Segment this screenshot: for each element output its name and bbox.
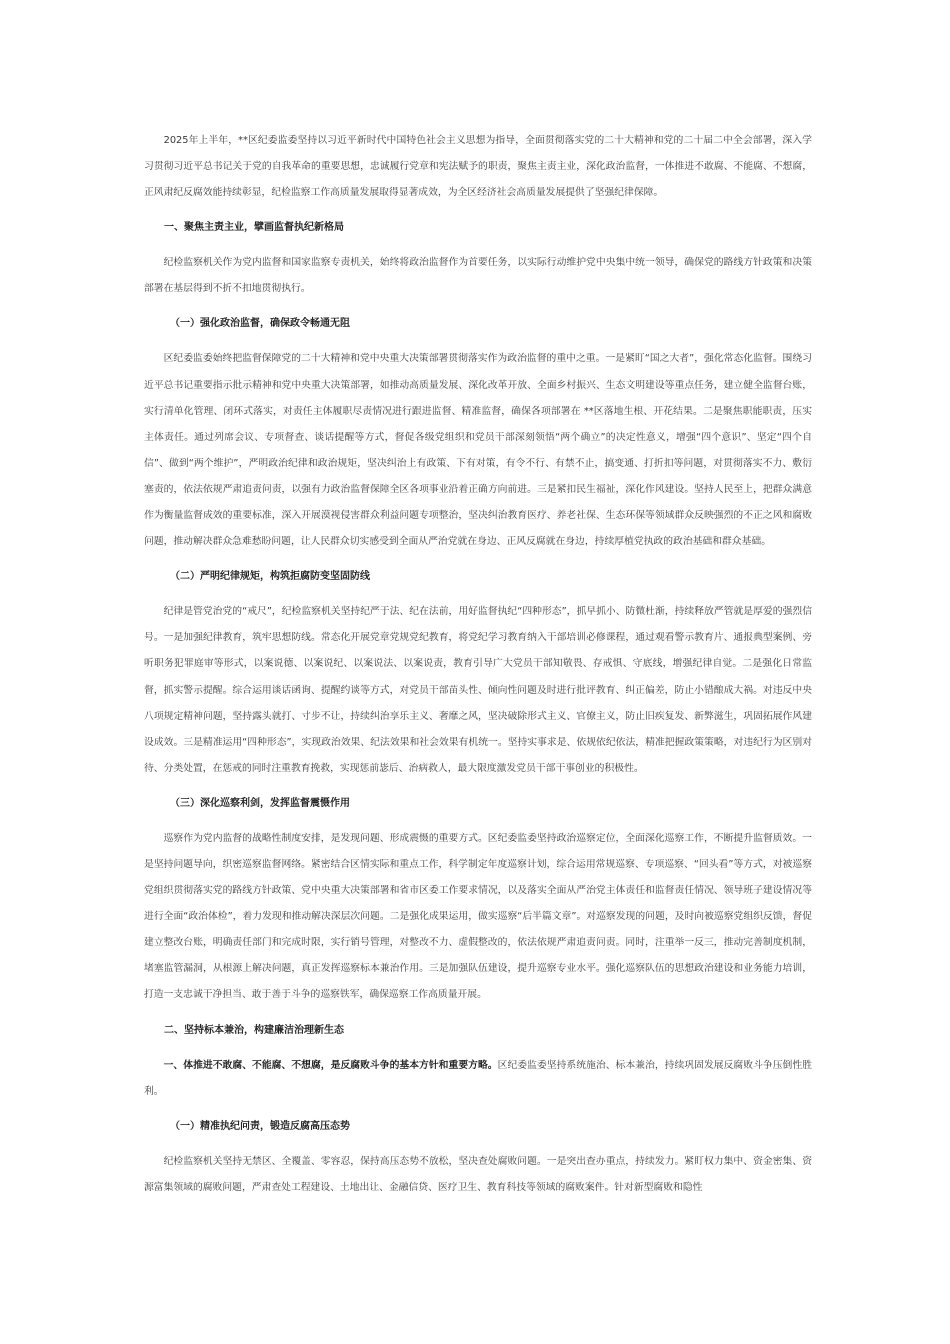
subsection-2-1-paragraph: 纪检监察机关坚持无禁区、全覆盖、零容忍，保持高压态势不放松，坚决查处腐败问题。一是突出查办重点，持续发力。紧盯权力集中、资金密集、资源富集领域的腐败问题，严肃查处工程建设、土地出让、金融信贷、医疗卫生、教育科技等领域的腐败案件。针对新型腐败和隐性 — [144, 1155, 812, 1193]
subsection-heading-1-3: （三）深化巡察利剑，发挥监督震慑作用 — [170, 797, 350, 809]
section-2-lead-sentence: 一、体推进不敢腐、不能腐、不想腐，是反腐败斗争的基本方针和重要方略。 — [163, 1059, 498, 1071]
section-2-intro-paragraph — [144, 1053, 812, 1105]
subsection-1-1-paragraph: 区纪委监委始终把监督保障党的二十大精神和党中央重大决策部署贯彻落实作为政治监督的重中之重。一是紧盯“国之大者”，强化常态化监督。围绕习近平总书记重要指示批示精神和党中央重大决策部署，如推动高质量发展、深化改革开放、全面乡村振兴、生态文明建设等重点任务，建立健全监督台账，实行清单化管理、闭环式落实，对责任主体履职尽责情况进行跟进监督、精准监督，确保各项部署在 **区落地生根、开花结果。二是聚焦职能职责，压实主体责任。通过列席会议、专项督查、谈话提醒等方式，督促各级党组织和党员干部深刻领悟“两个确立”的决定性意义，增强“四个意识”、坚定“四个自信”、做到“两个维护”，严明政治纪律和政治规矩，坚决纠治上有政策、下有对策，有令不行、有禁不止，搞变通、打折扣等问题，对贯彻落实不力、敷衍塞责的，依法依规严肃追责问责，以强有力政治监督保障全区各项事业沿着正确方向前进。三是紧扣民生福祉，深化作风建设。坚持人民至上，把群众满意作为衡量监督成效的重要标准，深入开展漠视侵害群众利益问题专项整治，坚决纠治教育医疗、养老社保、生态环保等领域群众反映强烈的不正之风和腐败问题，推动解决群众急难愁盼问题，让人民群众切实感受到全面从严治党就在身边、正风反腐就在身边，持续厚植党执政的政治基础和群众基础。 — [144, 353, 812, 548]
subsection-1-3-paragraph: 巡察作为党内监督的战略性制度安排，是发现问题、形成震慑的重要方式。区纪委监委坚持政治巡察定位，全面深化巡察工作，不断提升监督质效。一是坚持问题导向，织密巡察监督网络。紧密结合区情实际和重点工作，科学制定年度巡察计划，综合运用常规巡察、专项巡察、“回头看”等方式，对被巡察党组织贯彻落实党的路线方针政策、党中央重大决策部署和省市区委工作要求情况，以及落实全面从严治党主体责任和监督责任情况、领导班子建设情况等进行全面“政治体检”，着力发现和推动解决深层次问题。二是强化成果运用，做实巡察“后半篇文章”。对巡察发现的问题，及时向被巡察党组织反馈，督促建立整改台账，明确责任部门和完成时限，实行销号管理，对整改不力、虚假整改的，依法依规严肃追责问责。同时，注重举一反三，推动完善制度机制，堵塞监管漏洞，从根源上解决问题，真正发挥巡察标本兼治作用。三是加强队伍建设，提升巡察专业水平。强化巡察队伍的思想政治建设和业务能力培训，打造一支忠诚干净担当、敢于善于斗争的巡察铁军，确保巡察工作高质量开展。 — [144, 832, 812, 1001]
intro-paragraph: 2025年上半年，**区纪委监委坚持以习近平新时代中国特色社会主义思想为指导，全面贯彻落实党的二十大精神和党的二十届二中全会部署，深入学习贯彻习近平总书记关于党的自我革命的重要思想，忠诚履行党章和宪法赋予的职责，聚焦主责主业，深化政治监督，一体推进不敢腐、不能腐、不想腐，正风肃纪反腐效能持续彰显，纪检监察工作高质量发展取得显著成效，为全区经济社会高质量发展提供了坚强纪律保障。 — [144, 135, 812, 199]
subsection-1-2-paragraph: 纪律是管党治党的“戒尺”，纪检监察机关坚持纪严于法、纪在法前，用好监督执纪“四种形态”，抓早抓小、防微杜渐，持续释放严管就是厚爱的强烈信号。一是加强纪律教育，筑牢思想防线。常态化开展党章党规党纪教育，将党纪学习教育纳入干部培训必修课程，通过观看警示教育片、通报典型案例、旁听职务犯罪庭审等形式，以案说德、以案说纪、以案说法、以案说责，教育引导广大党员干部知敬畏、存戒惧、守底线，增强纪律自觉。二是强化日常监督，抓实警示提醒。综合运用谈话函询、提醒约谈等方式，对党员干部苗头性、倾向性问题及时进行批评教育、纠正偏差，防止小错酿成大祸。对违反中央八项规定精神问题，坚持露头就打、寸步不让，持续纠治享乐主义、奢靡之风，坚决破除形式主义、官僚主义，防止旧疾复发、新弊滋生，巩固拓展作风建设成效。三是精准运用“四种形态”，实现政治效果、纪法效果和社会效果有机统一。坚持实事求是、依规依纪依法，精准把握政策策略，对违纪行为区别对待、分类处置，在惩戒的同时注重教育挽救，实现惩前毖后、治病救人，最大限度激发党员干部干事创业的积极性。 — [144, 606, 812, 774]
subsection-heading-2-1: （一）精准执纪问责，锻造反腐高压态势 — [170, 1120, 350, 1132]
subsection-heading-1-2: （二）严明纪律规矩，构筑拒腐防变坚固防线 — [170, 571, 370, 583]
document-page — [144, 128, 812, 1210]
section-2-intro-text: 区纪委监委坚持系统施治、标本兼治，持续巩固发展反腐败斗争压倒性胜利。 — [144, 1059, 813, 1097]
section-heading-2: 二、坚持标本兼治，构建廉洁治理新生态 — [164, 1024, 344, 1036]
subsection-heading-1-1: （一）强化政治监督，确保政令畅通无阻 — [170, 318, 350, 330]
section-heading-1: 一、聚焦主责主业，擘画监督执纪新格局 — [164, 222, 344, 234]
section-1-intro-paragraph: 纪检监察机关作为党内监督和国家监察专责机关，始终将政治监督作为首要任务，以实际行动维护党中央集中统一领导，确保党的路线方针政策和决策部署在基层得到不折不扣地贯彻执行。 — [144, 257, 812, 295]
